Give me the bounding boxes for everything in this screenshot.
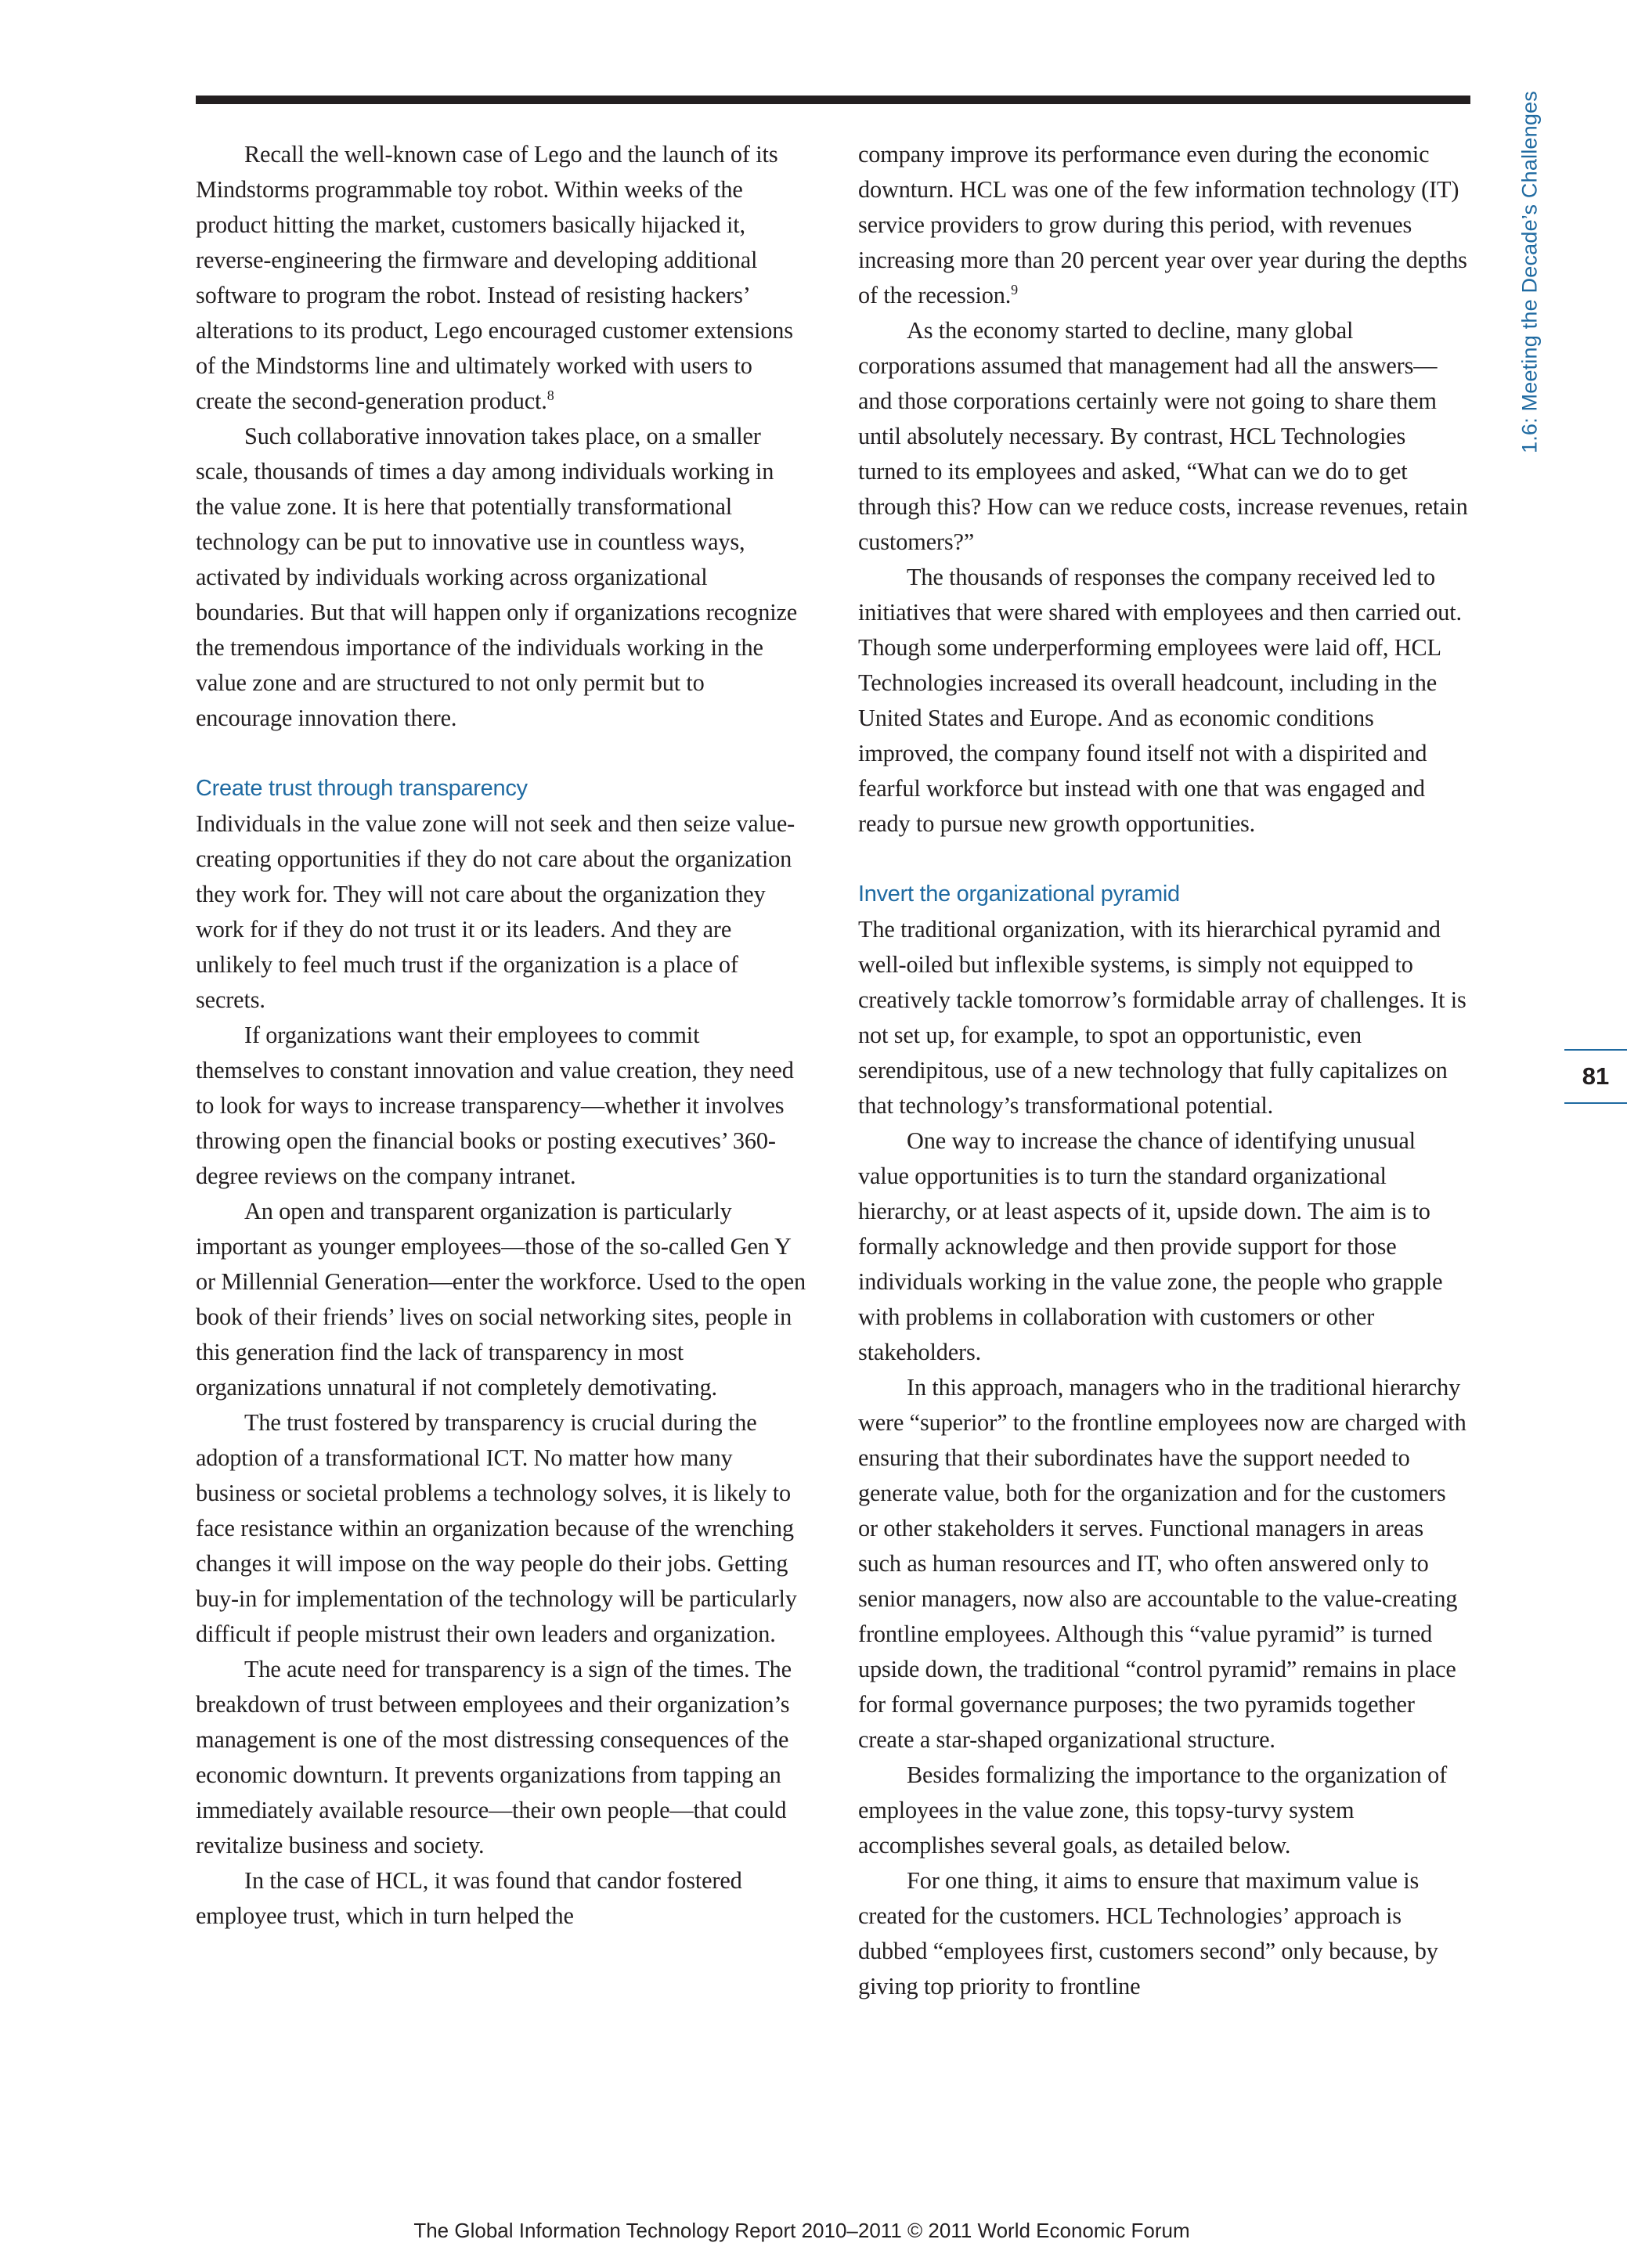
top-rule — [196, 96, 1470, 104]
paragraph: Besides formalizing the importance to the organization of employees in the value zone, this topsy-turvy system accomplishes several goals, as detailed below. — [858, 1761, 1448, 1859]
footnote-ref: 8 — [547, 387, 554, 403]
paragraph: The traditional organization, with its hierarchical pyramid and well-oiled but inflexible systems, is simply not equipped to creatively tackle tomorrow’s formidable array of challenges. It is not set up, for example, to spot an opportunistic, even serendipitous, use of a new technology that fully capitalizes on that technology’s transformational potential. — [858, 916, 1466, 1119]
section-heading: Create trust through transparency — [196, 776, 528, 801]
paragraph: Such collaborative innovation takes place, on a smaller scale, thousands of times a day among individuals working in the value zone. It is here that potentially transformational technology can be put to innovative use in countless ways, activated by individuals working across organizational boundaries. But that will happen only if organizations recognize the tremendous importance of the individuals working in the value zone and are structured to not only permit but to encourage innovation there. — [196, 423, 798, 731]
page-footer: The Global Information Technology Report 2010–2011 © 2011 World Economic Forum — [413, 2219, 1190, 2242]
page-number — [1564, 1049, 1627, 1104]
paragraph — [858, 137, 1469, 313]
paragraph — [196, 137, 806, 419]
left-column — [196, 137, 806, 1934]
paragraph: One way to increase the chance of identifying unusual value opportunities is to turn the standard organizational hierarchy, or at least aspects of it, upside down. The aim is to formally acknowledge and then provide support for those individuals working in the value zone, the people who grapple with problems in collaboration with customers or other stakeholders. — [858, 1127, 1443, 1365]
section-heading: Invert the organizational pyramid — [858, 882, 1180, 907]
paragraph: An open and transparent organization is particularly important as younger employees—those of the so-called Gen Y or Millennial Generation—enter the workforce. Used to the open book of their friends’ lives on social networking sites, people in this generation find the lack of transparency in most organizations unnatural if not completely demotivating. — [196, 1198, 806, 1401]
footnote-ref: 9 — [1011, 281, 1019, 297]
paragraph: In the case of HCL, it was found that candor fostered employee trust, which in turn helped the — [196, 1867, 742, 1929]
paragraph: The thousands of responses the company received led to initiatives that were shared with employees and then carried out. Though some underperforming employees were laid off, HCL Technologies increased its overall headcount, including in the United States and Europe. And as economic conditions improved, the company found itself not with a dispirited and fearful workforce but instead with one that was engaged and ready to pursue new growth opportunities. — [858, 564, 1462, 837]
paragraph-text: company improve its performance even during the economic downturn. HCL was one of the few information technology (IT) service providers to grow during this period, with revenues increasing more than 20 percent year over year during the depths of the recession. — [858, 141, 1467, 308]
paragraph: The trust fostered by transparency is crucial during the adoption of a transformational ICT. No matter how many business or societal problems a technology solves, it is likely to face resistance within an organization because of the wrenching changes it will impose on the way people do their jobs. Getting buy-in for implementation of the technology will be particularly difficult if people mistrust their own leaders and organization. — [196, 1409, 797, 1647]
paragraph: If organizations want their employees to commit themselves to constant innovation and value creation, they need to look for ways to increase transparency—whether it involves throwing open the financial books or posting executives’ 360-degree reviews on the company intranet. — [196, 1022, 794, 1189]
right-column — [858, 137, 1469, 2004]
page-number-text: 81 — [1582, 1062, 1610, 1090]
paragraph: The acute need for transparency is a sign of the times. The breakdown of trust between employees and their organization’s management is one of the most distressing consequences of the economic downturn. It prevents organizations from tapping an immediately available resource—their own people—that could revitalize business and society. — [196, 1656, 792, 1859]
chapter-side-tab — [1514, 91, 1546, 478]
chapter-title: 1.6: Meeting the Decade’s Challenges — [1517, 91, 1542, 453]
paragraph: Individuals in the value zone will not seek and then seize value-creating opportunities if they do not care about the organization they work for. They will not care about the organization they work for if they do not trust it or its leaders. And they are unlikely to feel much trust if the organization is a place of secrets. — [196, 810, 795, 1013]
paragraph-text: Recall the well-known case of Lego and the launch of its Mindstorms programmable toy robot. Within weeks of the product hitting the market, customers basically hijacked it, reverse-engineering the firmware and developing additional software to program the robot. Instead of resisting hackers’ alterations to its product, Lego encouraged customer extensions of the Mindstorms line and ultimately worked with users to create the second-generation product. — [196, 141, 793, 414]
paragraph: As the economy started to decline, many global corporations assumed that management had all the answers—and those corporations certainly were not going to share them until absolutely necessary. By contrast, HCL Technologies turned to its employees and asked, “What can we do to get through this? How can we reduce costs, increase revenues, retain customers?” — [858, 317, 1468, 555]
paragraph: In this approach, managers who in the traditional hierarchy were “superior” to the frontline employees now are charged with ensuring that their subordinates have the support needed to generate value, both for the organization and for the customers or other stakeholders it serves. Functional managers in areas such as human resources and IT, who often answered only to senior managers, now also are accountable to the value-creating frontline employees. Although this “value pyramid” is turned upside down, the traditional “control pyramid” remains in place for formal governance purposes; the two pyramids together create a star-shaped organizational structure. — [858, 1374, 1466, 1753]
paragraph: For one thing, it aims to ensure that maximum value is created for the customers. HCL Technologies’ approach is dubbed “employees first, customers second” only because, by giving top priority to frontline — [858, 1867, 1438, 1999]
